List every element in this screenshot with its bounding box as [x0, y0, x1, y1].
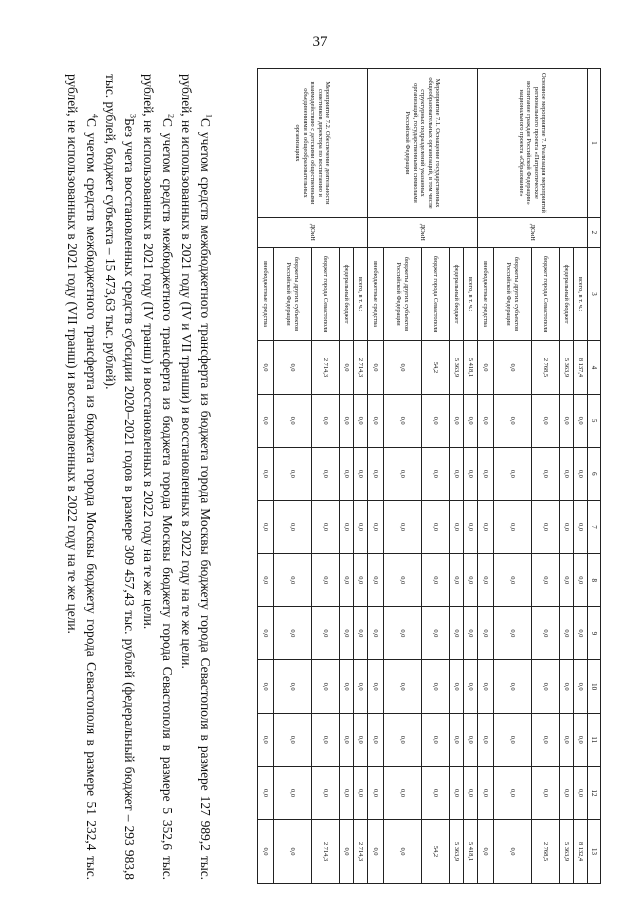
table-row [464, 69, 478, 884]
amount-cell: 0,0 [274, 660, 312, 713]
amount-cell: 0,0 [494, 713, 532, 766]
amount-cell: 0,0 [532, 447, 560, 500]
amount-cell: 0,0 [312, 713, 340, 766]
amount-cell: 0,0 [312, 766, 340, 819]
amount-cell: 0,0 [258, 394, 274, 447]
funding-source-cell: федеральный бюджет [450, 247, 464, 341]
page-number: 37 [312, 34, 328, 50]
column-number-header: 10 [588, 660, 601, 713]
amount-cell: 0,0 [574, 660, 588, 713]
amount-cell: 0,0 [368, 394, 384, 447]
measure-name-cell: Мероприятие 7.1. Оснащение государственных общеобразовательных организаций, в том числе структурных подразделений указанных организаций, государственными символами Российской Федерации [368, 69, 478, 218]
column-number-header: 2 [588, 217, 601, 247]
amount-cell: 0,0 [532, 713, 560, 766]
amount-cell: 0,0 [478, 660, 494, 713]
amount-cell: 0,0 [574, 500, 588, 553]
amount-cell: 0,0 [560, 607, 574, 660]
amount-cell: 0,0 [464, 660, 478, 713]
amount-cell: 0,0 [258, 713, 274, 766]
amount-cell: 0,0 [258, 660, 274, 713]
amount-cell: 0,0 [478, 766, 494, 819]
table-row [354, 69, 368, 884]
amount-cell: 0,0 [384, 766, 422, 819]
amount-cell: 0,0 [384, 713, 422, 766]
table-header-row [588, 69, 601, 884]
amount-cell: 0,0 [258, 554, 274, 607]
amount-cell: 0,0 [422, 607, 450, 660]
amount-cell: 0,0 [274, 500, 312, 553]
amount-cell: 0,0 [384, 500, 422, 553]
funding-source-cell: бюджеты других субъектов Российской Федерации [384, 247, 422, 341]
amount-cell: 0,0 [532, 766, 560, 819]
footnote-2 [139, 74, 177, 880]
amount-cell: 0,0 [532, 660, 560, 713]
amount-cell: 0,0 [478, 820, 494, 884]
footnote-mark: 3 [128, 114, 138, 118]
amount-cell: 0,0 [450, 660, 464, 713]
amount-cell: 0,0 [464, 713, 478, 766]
footnote-3 [101, 74, 139, 880]
amount-cell: 0,0 [450, 607, 464, 660]
amount-cell: 0,0 [258, 607, 274, 660]
amount-cell: 0,0 [422, 713, 450, 766]
funding-source-cell: всего, в т. ч.: [354, 247, 368, 341]
amount-cell: 5 363,9 [560, 341, 574, 394]
amount-cell: 0,0 [368, 607, 384, 660]
amount-cell: 0,0 [354, 394, 368, 447]
executor-cell: ДОиН [478, 217, 588, 247]
amount-cell: 0,0 [274, 820, 312, 884]
amount-cell: 0,0 [384, 341, 422, 394]
amount-cell: 0,0 [560, 766, 574, 819]
amount-cell: 0,0 [574, 607, 588, 660]
amount-cell: 0,0 [354, 766, 368, 819]
amount-cell: 0,0 [340, 394, 354, 447]
amount-cell: 0,0 [340, 713, 354, 766]
amount-cell: 2 714,3 [312, 820, 340, 884]
amount-cell: 0,0 [312, 394, 340, 447]
measure-name-cell: Мероприятие 7.2. Обеспечение деятельности советников директора по воспитанию и взаимодействию с детскими общественными объединениями в общеобразовательных организациях [258, 69, 368, 218]
amount-cell: 0,0 [340, 447, 354, 500]
amount-cell: 0,0 [422, 394, 450, 447]
amount-cell: 0,0 [258, 341, 274, 394]
table-row [574, 69, 588, 884]
funding-source-cell: бюджет города Севастополя [422, 247, 450, 341]
amount-cell: 0,0 [422, 660, 450, 713]
executor-cell: ДОиН [258, 217, 368, 247]
amount-cell: 0,0 [494, 660, 532, 713]
amount-cell: 0,0 [274, 447, 312, 500]
funding-source-cell: бюджеты других субъектов Российской Федерации [274, 247, 312, 341]
footnote-4 [63, 74, 101, 880]
amount-cell: 0,0 [340, 500, 354, 553]
funding-source-cell: бюджет города Севастополя [312, 247, 340, 341]
amount-cell: 2 714,3 [312, 341, 340, 394]
amount-cell: 0,0 [494, 447, 532, 500]
amount-cell: 0,0 [574, 394, 588, 447]
footnote-text: С учетом средств межбюджетного трансферта из бюджета города Москвы бюджету города Севастополя в размере 5 352,6 тыс. рублей, не использованных в 2021 году (IV транш) и восстановленных в 2022 году на те же цели. [141, 74, 175, 880]
amount-cell: 0,0 [560, 554, 574, 607]
amount-cell: 0,0 [478, 713, 494, 766]
amount-cell: 0,0 [450, 766, 464, 819]
amount-cell: 0,0 [494, 820, 532, 884]
funding-source-cell: бюджеты других субъектов Российской Федерации [494, 247, 532, 341]
amount-cell: 0,0 [312, 447, 340, 500]
amount-cell: 0,0 [312, 554, 340, 607]
amount-cell: 0,0 [354, 447, 368, 500]
amount-cell: 5 363,9 [560, 820, 574, 884]
footnote-mark: 2 [166, 114, 176, 118]
amount-cell: 0,0 [340, 660, 354, 713]
amount-cell: 0,0 [274, 766, 312, 819]
amount-cell: 0,0 [340, 820, 354, 884]
amount-cell: 0,0 [274, 554, 312, 607]
amount-cell: 0,0 [464, 394, 478, 447]
amount-cell: 0,0 [274, 713, 312, 766]
amount-cell: 2 714,3 [354, 341, 368, 394]
amount-cell: 5 363,9 [450, 820, 464, 884]
amount-cell: 0,0 [560, 713, 574, 766]
amount-cell: 0,0 [368, 660, 384, 713]
amount-cell: 0,0 [368, 820, 384, 884]
amount-cell: 0,0 [494, 500, 532, 553]
funding-source-cell: внебюджетные средства [258, 247, 274, 341]
amount-cell: 5 418,1 [464, 820, 478, 884]
amount-cell: 54,2 [422, 820, 450, 884]
amount-cell: 0,0 [560, 394, 574, 447]
amount-cell: 0,0 [384, 554, 422, 607]
amount-cell: 0,0 [464, 607, 478, 660]
funding-source-cell: бюджет города Севастополя [532, 247, 560, 341]
funding-source-cell: внебюджетные средства [368, 247, 384, 341]
column-number-header: 11 [588, 713, 601, 766]
amount-cell: 8 137,4 [574, 341, 588, 394]
funding-source-cell: федеральный бюджет [340, 247, 354, 341]
amount-cell: 0,0 [560, 660, 574, 713]
column-number-header: 13 [588, 820, 601, 884]
amount-cell: 0,0 [258, 500, 274, 553]
amount-cell: 0,0 [422, 766, 450, 819]
funding-source-cell: всего, в т. ч.: [464, 247, 478, 341]
amount-cell: 0,0 [494, 554, 532, 607]
amount-cell: 0,0 [464, 447, 478, 500]
amount-cell: 0,0 [258, 766, 274, 819]
amount-cell: 0,0 [384, 660, 422, 713]
amount-cell: 0,0 [478, 394, 494, 447]
funding-source-cell: внебюджетные средства [478, 247, 494, 341]
amount-cell: 0,0 [494, 394, 532, 447]
column-number-header: 8 [588, 554, 601, 607]
amount-cell: 0,0 [532, 500, 560, 553]
footnote-mark: 1 [204, 114, 214, 118]
column-number-header: 4 [588, 341, 601, 394]
amount-cell: 0,0 [450, 554, 464, 607]
amount-cell: 0,0 [422, 500, 450, 553]
amount-cell: 0,0 [574, 713, 588, 766]
amount-cell: 0,0 [340, 554, 354, 607]
footnote-text: Без учета восстановленных средств субсидии 2020–2021 годов в размере 309 457,43 тыс. рублей (федеральный бюджет – 293 983,8 тыс. рублей, бюджет субъекта – 15 473,63 тыс. рублей). [103, 74, 137, 880]
amount-cell: 0,0 [384, 394, 422, 447]
amount-cell: 0,0 [274, 607, 312, 660]
amount-cell: 0,0 [450, 394, 464, 447]
amount-cell: 0,0 [478, 341, 494, 394]
amount-cell: 0,0 [368, 500, 384, 553]
amount-cell: 0,0 [494, 766, 532, 819]
amount-cell: 0,0 [422, 554, 450, 607]
amount-cell: 0,0 [560, 447, 574, 500]
amount-cell: 0,0 [312, 660, 340, 713]
amount-cell: 0,0 [354, 660, 368, 713]
footnote-text: С учетом средств межбюджетного трансферта из бюджета города Москвы бюджету города Севастополя в размере 51 232,4 тыс. рублей, не использованных в 2021 году (VII транш) и восстановленных в 2022 году на те же цели. [65, 74, 99, 880]
amount-cell: 0,0 [450, 713, 464, 766]
measure-name-cell: Основное мероприятие 7. Реализация мероприятий регионального проекта «Патриотическое воспитание граждан Российской Федерации» национального проекта «Образование» [478, 69, 588, 218]
amount-cell: 8 132,4 [574, 820, 588, 884]
amount-cell: 0,0 [354, 607, 368, 660]
column-number-header: 1 [588, 69, 601, 218]
amount-cell: 0,0 [494, 607, 532, 660]
amount-cell: 0,0 [312, 500, 340, 553]
amount-cell: 0,0 [494, 341, 532, 394]
amount-cell: 2 714,3 [354, 820, 368, 884]
funding-table [257, 68, 601, 884]
amount-cell: 0,0 [532, 554, 560, 607]
amount-cell: 5 363,9 [450, 341, 464, 394]
amount-cell: 0,0 [354, 554, 368, 607]
amount-cell: 0,0 [384, 447, 422, 500]
amount-cell: 0,0 [574, 447, 588, 500]
executor-cell: ДОиН [368, 217, 478, 247]
amount-cell: 0,0 [274, 341, 312, 394]
amount-cell: 0,0 [340, 341, 354, 394]
landscape-content [65, 60, 605, 890]
amount-cell: 0,0 [368, 554, 384, 607]
column-number-header: 7 [588, 500, 601, 553]
amount-cell: 0,0 [274, 394, 312, 447]
amount-cell: 0,0 [464, 500, 478, 553]
amount-cell: 0,0 [532, 607, 560, 660]
amount-cell: 54,2 [422, 341, 450, 394]
amount-cell: 0,0 [574, 766, 588, 819]
amount-cell: 0,0 [312, 607, 340, 660]
footnote-1 [177, 74, 215, 880]
amount-cell: 0,0 [532, 394, 560, 447]
footnotes [63, 74, 215, 880]
funding-source-cell: всего, в т. ч.: [574, 247, 588, 341]
amount-cell: 2 768,5 [532, 341, 560, 394]
amount-cell: 0,0 [478, 554, 494, 607]
amount-cell: 0,0 [478, 500, 494, 553]
amount-cell: 0,0 [340, 607, 354, 660]
amount-cell: 0,0 [450, 447, 464, 500]
amount-cell: 0,0 [560, 500, 574, 553]
amount-cell: 0,0 [368, 341, 384, 394]
amount-cell: 0,0 [368, 766, 384, 819]
column-number-header: 5 [588, 394, 601, 447]
amount-cell: 0,0 [478, 447, 494, 500]
amount-cell: 0,0 [384, 820, 422, 884]
amount-cell: 0,0 [354, 500, 368, 553]
amount-cell: 0,0 [354, 713, 368, 766]
amount-cell: 0,0 [258, 447, 274, 500]
amount-cell: 0,0 [464, 766, 478, 819]
amount-cell: 0,0 [384, 607, 422, 660]
amount-cell: 0,0 [574, 554, 588, 607]
column-number-header: 3 [588, 247, 601, 341]
footnote-text: С учетом средств межбюджетного трансферта из бюджета города Москвы бюджету города Севастополя в размере 127 989,2 тыс. рублей, не использованных в 2021 году (IV и VII транши) и восстановленных в 2022 году на те же цели. [179, 74, 213, 880]
amount-cell: 5 418,1 [464, 341, 478, 394]
column-number-header: 9 [588, 607, 601, 660]
amount-cell: 0,0 [368, 447, 384, 500]
amount-cell: 2 768,5 [532, 820, 560, 884]
amount-cell: 0,0 [464, 554, 478, 607]
column-number-header: 12 [588, 766, 601, 819]
amount-cell: 0,0 [422, 447, 450, 500]
footnote-mark: 4 [90, 114, 100, 118]
amount-cell: 0,0 [478, 607, 494, 660]
amount-cell: 0,0 [368, 713, 384, 766]
amount-cell: 0,0 [258, 820, 274, 884]
amount-cell: 0,0 [450, 500, 464, 553]
amount-cell: 0,0 [340, 766, 354, 819]
column-number-header: 6 [588, 447, 601, 500]
funding-source-cell: федеральный бюджет [560, 247, 574, 341]
